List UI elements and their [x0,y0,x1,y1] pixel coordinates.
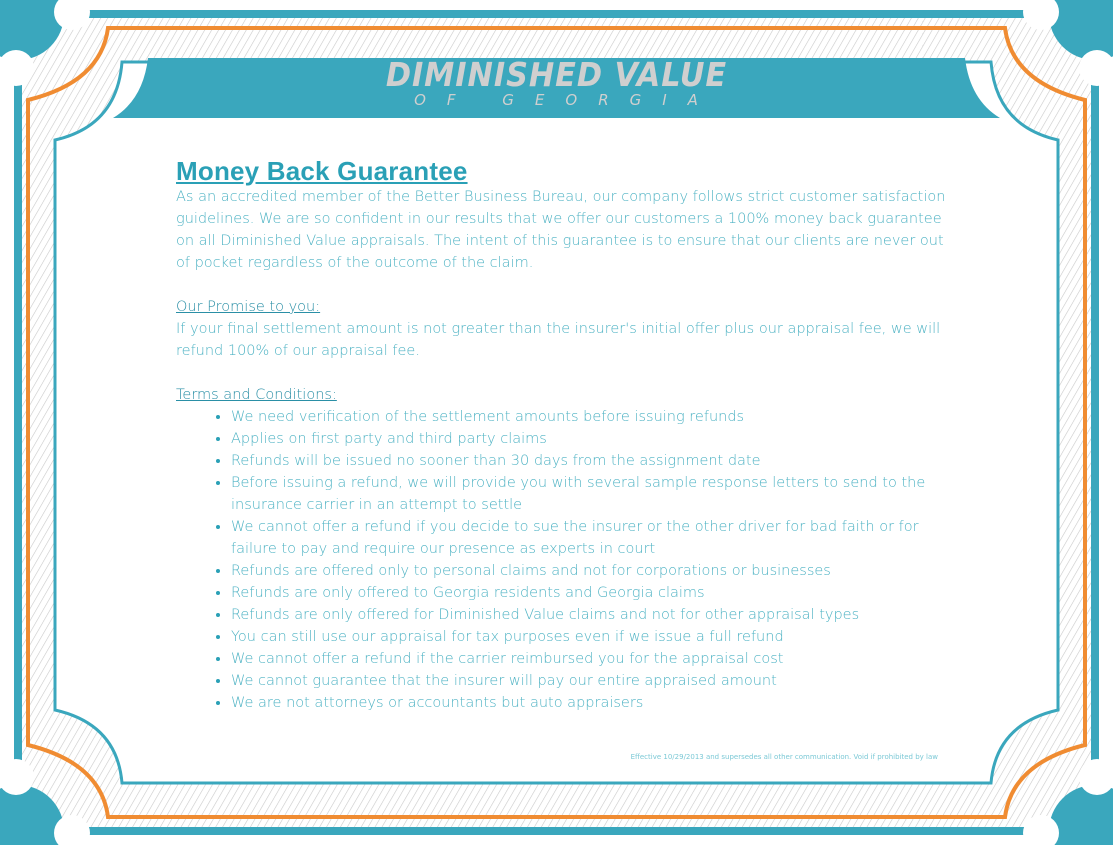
footer-note: Effective 10/29/2013 and supersedes all other communication. Void if prohibited by law [630,753,938,761]
list-item: • We cannot offer a refund if you decide to sue the insurer or the other driver for bad faith or for failure to pay and require our presence as experts in court [231,516,946,560]
promise-text: If your final settlement amount is not greater than the insurer's initial offer plus our appraisal fee, we will refund 100% of our appraisal fee. [176,321,941,359]
logo-sub-text: OF GEORGIA [414,91,719,109]
list-item: • Refunds are offered only to personal claims and not for corporations or businesses [231,560,946,582]
list-item: • We are not attorneys or accountants but auto appraisers [231,692,946,714]
list-item: • Refunds will be issued no sooner than 30 days from the assignment date [231,450,946,472]
list-item: • Refunds are only offered for Diminished Value claims and not for other appraisal types [231,604,946,626]
list-item: • We cannot offer a refund if the carrier reimbursed you for the appraisal cost [231,648,946,670]
list-item: • You can still use our appraisal for tax purposes even if we issue a full refund [231,626,946,648]
promise-heading: Our Promise to you: [176,299,321,315]
list-item: • We need verification of the settlement amounts before issuing refunds [231,406,946,428]
intro-paragraph: As an accredited member of the Better Business Bureau, our company follows strict customer satisfaction guidelines. We are so confident in our results that we offer our customers a 100% money back guarantee on all Diminished Value appraisals. The intent of this guarantee is to ensure that our clients are never out of pocket regardless of the outcome of the claim. [176,189,946,271]
list-item: • Refunds are only offered to Georgia residents and Georgia claims [231,582,946,604]
page-title: Money Back Guarantee [176,156,468,186]
logo-main-text: DIMINISHED VALUE [385,55,728,94]
document-body [176,156,946,714]
terms-heading: Terms and Conditions: [176,387,337,403]
list-item: • We cannot guarantee that the insurer will pay our entire appraised amount [231,670,946,692]
list-item: • Applies on first party and third party claims [231,428,946,450]
list-item: • Before issuing a refund, we will provide you with several sample response letters to send to the insurance carrier in an attempt to settle [231,472,946,516]
logo [0,55,1113,109]
terms-list [176,406,946,714]
